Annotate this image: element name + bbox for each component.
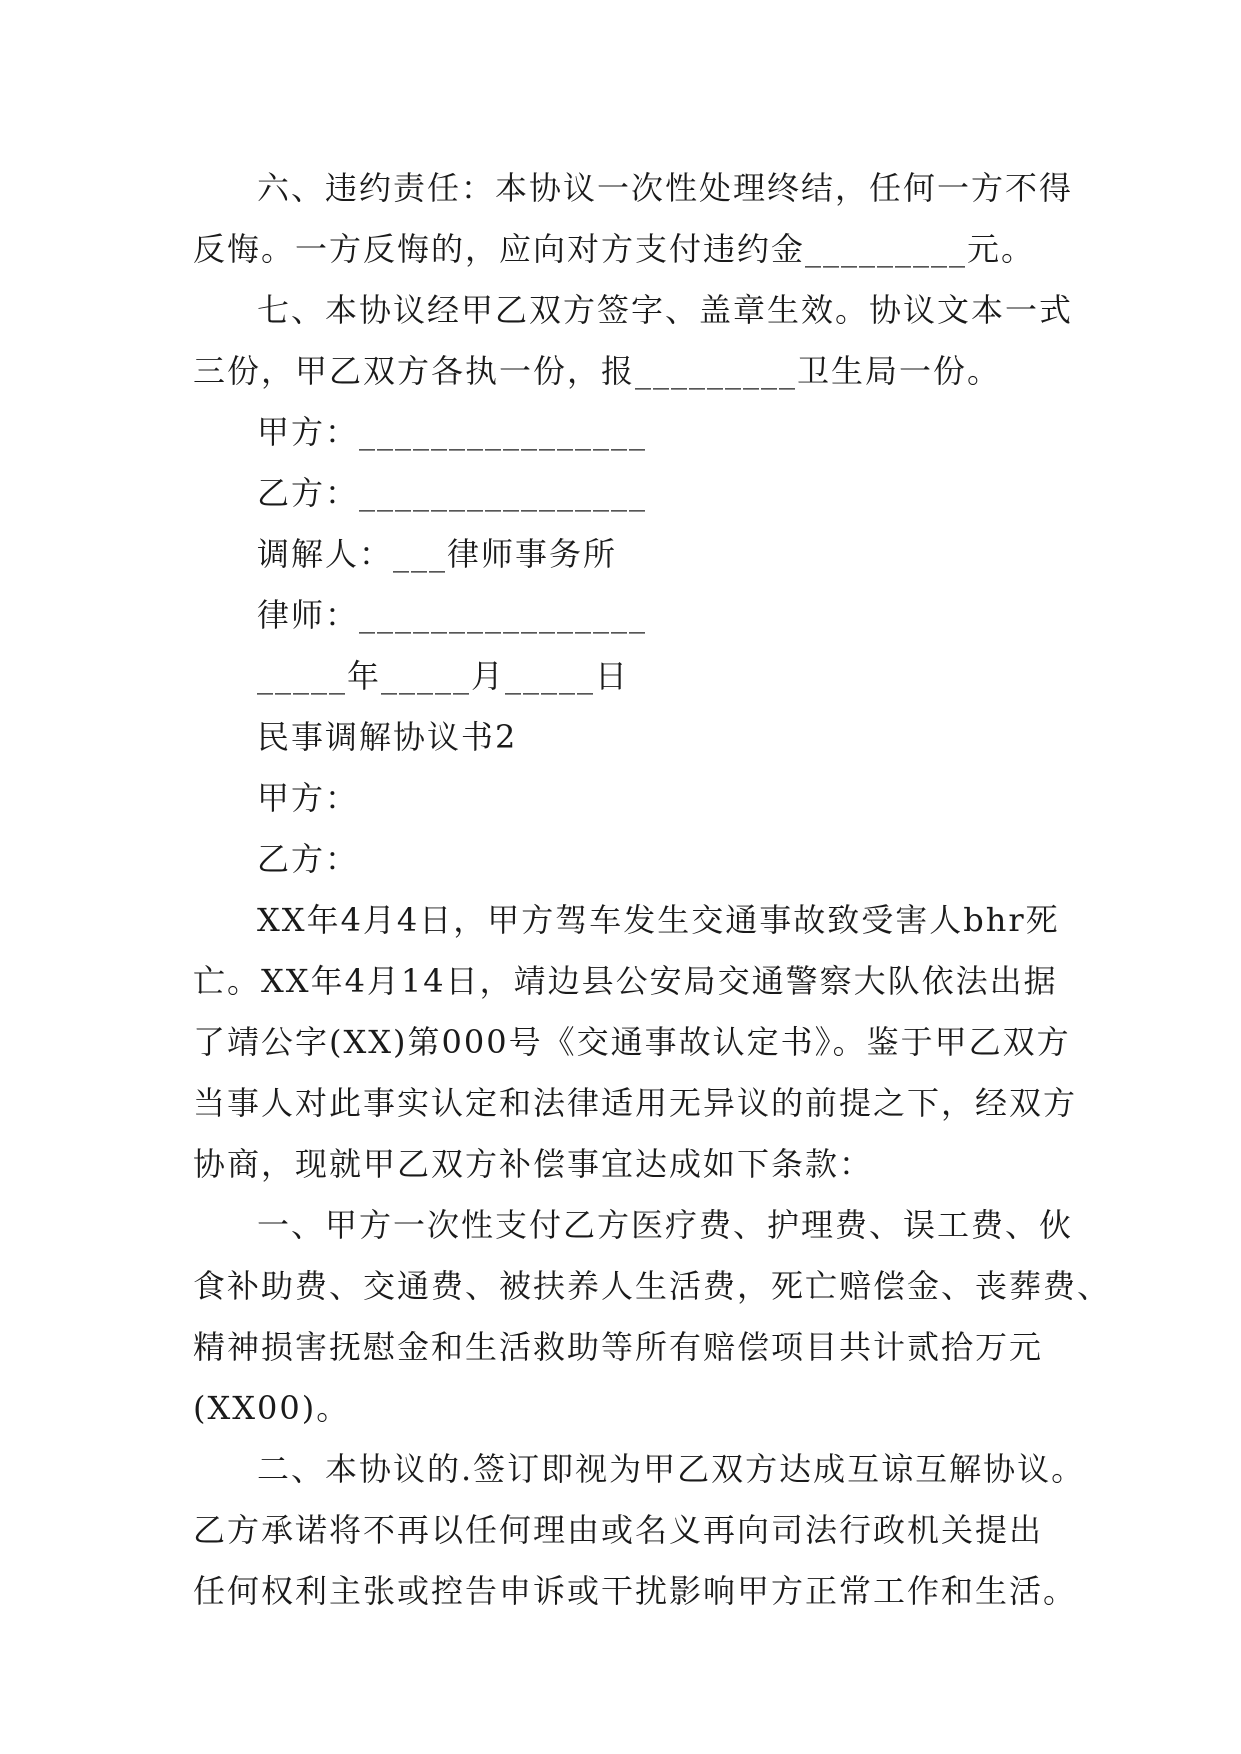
paragraph-line: 了靖公字(XX)第000号《交通事故认定书》。鉴于甲乙双方 xyxy=(193,1023,1071,1061)
paragraph-line: XX年4月4日，甲方驾车发生交通事故致受害人bhr死 xyxy=(257,901,1060,939)
paragraph-line: 反悔。一方反悔的，应向对方支付违约金_________元。 xyxy=(193,230,1036,268)
signature-line-party-b: 乙方：________________ xyxy=(257,474,648,512)
signature-line-party-a: 甲方：________________ xyxy=(257,413,648,451)
date-line: _____年_____月_____日 xyxy=(257,657,630,695)
paragraph-line: 七、本协议经甲乙双方签字、盖章生效。协议文本一式 xyxy=(257,291,1074,329)
document-body xyxy=(193,158,1112,1622)
paragraph-line: 一、甲方一次性支付乙方医疗费、护理费、误工费、伙 xyxy=(257,1206,1074,1244)
paragraph-line: 食补助费、交通费、被扶养人生活费，死亡赔偿金、丧葬费、 xyxy=(193,1267,1112,1305)
party-a-label: 甲方： xyxy=(257,779,360,817)
signature-line-lawyer: 律师：________________ xyxy=(257,596,648,634)
signature-line-mediator: 调解人：___律师事务所 xyxy=(257,535,618,573)
paragraph-line: 三份，甲乙双方各执一份，报_________卫生局一份。 xyxy=(193,352,1002,390)
paragraph-line: (XX00)。 xyxy=(193,1389,351,1427)
paragraph-line: 精神损害抚慰金和生活救助等所有赔偿项目共计贰拾万元 xyxy=(193,1328,1044,1366)
paragraph-line: 任何权利主张或控告申诉或干扰影响甲方正常工作和生活。 xyxy=(193,1572,1078,1610)
party-b-label: 乙方： xyxy=(257,840,360,878)
paragraph-line: 乙方承诺将不再以任何理由或名义再向司法行政机关提出 xyxy=(193,1511,1044,1549)
paragraph-line: 六、违约责任：本协议一次性处理终结，任何一方不得 xyxy=(257,169,1074,207)
paragraph-line: 二、本协议的.签订即视为甲乙双方达成互谅互解协议。 xyxy=(257,1450,1086,1488)
section-title: 民事调解协议书2 xyxy=(257,718,518,756)
paragraph-line: 当事人对此事实认定和法律适用无异议的前提之下，经双方 xyxy=(193,1084,1078,1122)
paragraph-line: 协商，现就甲乙双方补偿事宜达成如下条款： xyxy=(193,1145,874,1183)
paragraph-line: 亡。XX年4月14日，靖边县公安局交通警察大队依法出据 xyxy=(193,962,1058,1000)
